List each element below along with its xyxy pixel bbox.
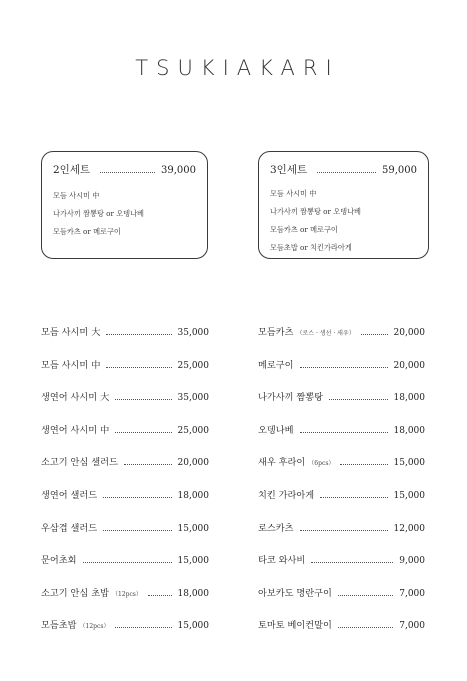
- set-item: 모듬초밥 or 치킨가라아게: [270, 243, 352, 252]
- dot-leader: [103, 497, 171, 498]
- menu-item-note: （로스 · 생선 · 새우）: [296, 330, 355, 337]
- menu-item-name: 로스카츠: [258, 522, 294, 534]
- menu-item-name: 오뎅나베: [258, 424, 294, 436]
- dot-leader: [300, 432, 388, 433]
- menu-row: [258, 487, 425, 520]
- menu-row: [258, 454, 425, 487]
- menu-row: [258, 324, 425, 357]
- menu-item-name: 생연어 사시미 大: [41, 392, 110, 404]
- dot-leader: [300, 367, 388, 368]
- set-price: 59,000: [382, 165, 417, 176]
- menu-row: [41, 520, 209, 553]
- menu-item-name: 나가사끼 짬뽕탕: [258, 392, 324, 404]
- menu-row: [258, 422, 425, 455]
- set-item: 나가사끼 짬뽕탕 or 오뎅나베: [53, 209, 144, 218]
- menu-item-name: 모듬 사시미 大: [41, 327, 101, 338]
- set-item: 모듬카츠 or 메로구이: [53, 227, 121, 236]
- dot-leader: [115, 627, 171, 628]
- menu-row: [258, 552, 425, 585]
- set-items: [270, 185, 417, 257]
- set-box-2: [41, 151, 208, 259]
- menu-row: [41, 552, 209, 585]
- menu-item-note: （6pcs）: [308, 460, 335, 468]
- menu-item-price: 18,000: [393, 425, 425, 436]
- menu-item-name: 모듬 사시미 中: [41, 359, 101, 371]
- menu-item-price: 7,000: [399, 588, 425, 599]
- set-name: 2인세트: [53, 164, 91, 176]
- menu-item-name: 새우 후라이: [258, 457, 306, 469]
- dot-leader: [106, 367, 171, 368]
- menu-row: [258, 389, 425, 422]
- menu-item-price: 18,000: [177, 490, 209, 501]
- set-item: 모듬 사시미 中: [270, 189, 317, 198]
- menu-item-price: 15,000: [393, 458, 425, 469]
- menu-row: [41, 357, 209, 390]
- menu-item-price: 35,000: [177, 393, 209, 404]
- dot-leader: [311, 562, 393, 563]
- menu-row: [41, 422, 209, 455]
- menu-item-price: 15,000: [177, 523, 209, 534]
- set-price: 39,000: [161, 165, 196, 176]
- menu-item-price: 18,000: [177, 588, 209, 599]
- menu-item-price: 20,000: [393, 328, 425, 338]
- menu-item-price: 15,000: [177, 621, 209, 632]
- dot-leader: [338, 627, 393, 628]
- menu-item-name: 타코 와사비: [258, 555, 306, 567]
- menu-item-name: 토마토 베이컨말이: [258, 620, 332, 632]
- set-item: 나가사끼 짬뽕탕 or 오뎅나베: [270, 207, 361, 216]
- dot-leader: [361, 334, 388, 335]
- dot-leader: [106, 334, 171, 335]
- dot-leader: [329, 399, 387, 400]
- set-items: [53, 187, 196, 241]
- menu-item-note: （12pcs）: [79, 623, 110, 631]
- menu-item-price: 25,000: [177, 360, 209, 371]
- menu-item-price: 15,000: [177, 556, 209, 567]
- menu-item-price: 12,000: [393, 523, 425, 534]
- dot-leader: [340, 464, 387, 465]
- menu-item-name: 소고기 안심 샐러드: [41, 457, 118, 469]
- dot-leader: [124, 464, 172, 465]
- menu-item-price: 18,000: [393, 393, 425, 404]
- dot-leader: [317, 172, 376, 173]
- menu-row: [41, 585, 209, 618]
- menu-row: [41, 324, 209, 357]
- menu-item-name: 생연어 사시미 中: [41, 424, 110, 436]
- menu-item-price: 20,000: [177, 458, 209, 469]
- menu-item-price: 20,000: [393, 360, 425, 371]
- dot-leader: [320, 497, 387, 498]
- dot-leader: [300, 530, 388, 531]
- menu-column-left: [41, 324, 209, 650]
- menu-item-price: 7,000: [399, 621, 425, 632]
- menu-item-name: 생연어 샐러드: [41, 489, 98, 501]
- set-box-3: [258, 151, 429, 259]
- menu-item-name: 우삼겹 샐러드: [41, 522, 98, 534]
- menu-row: [41, 454, 209, 487]
- dot-leader: [115, 399, 171, 400]
- menu-item-note: （12pcs）: [111, 590, 142, 598]
- dot-leader: [148, 595, 172, 596]
- menu-item-price: 9,000: [399, 556, 425, 567]
- dot-leader: [338, 595, 393, 596]
- menu-item-price: 25,000: [177, 425, 209, 436]
- brand-title: TSUKIAKARI: [135, 56, 340, 80]
- menu-row: [258, 520, 425, 553]
- menu-item-name: 메로구이: [258, 359, 294, 371]
- menu-item-price: 15,000: [393, 490, 425, 501]
- menu-row: [258, 585, 425, 618]
- menu-row: [41, 487, 209, 520]
- menu-item-name: 치킨 가라아게: [258, 489, 315, 501]
- set-name: 3인세트: [270, 164, 308, 176]
- menu-item-name: 소고기 안심 초밥: [41, 587, 109, 599]
- menu-item-name: 모듬초밥: [41, 620, 77, 632]
- dot-leader: [83, 562, 172, 563]
- menu-row: [258, 617, 425, 650]
- menu-item-name: 모듬카츠: [258, 327, 294, 338]
- menu-column-right: [258, 324, 425, 650]
- dot-leader: [115, 432, 171, 433]
- set-header: [53, 162, 196, 177]
- menu-row: [41, 389, 209, 422]
- menu-row: [41, 617, 209, 650]
- set-header: [270, 162, 417, 177]
- menu-row: [258, 357, 425, 390]
- menu-item-name: 문어초회: [41, 555, 77, 567]
- menu-item-price: 35,000: [177, 328, 209, 338]
- set-item: 모듬 사시미 中: [53, 191, 100, 200]
- menu-item-name: 아보카도 명란구이: [258, 587, 332, 599]
- dot-leader: [103, 530, 171, 531]
- set-item: 모듬카츠 or 메로구이: [270, 225, 338, 234]
- dot-leader: [100, 172, 155, 173]
